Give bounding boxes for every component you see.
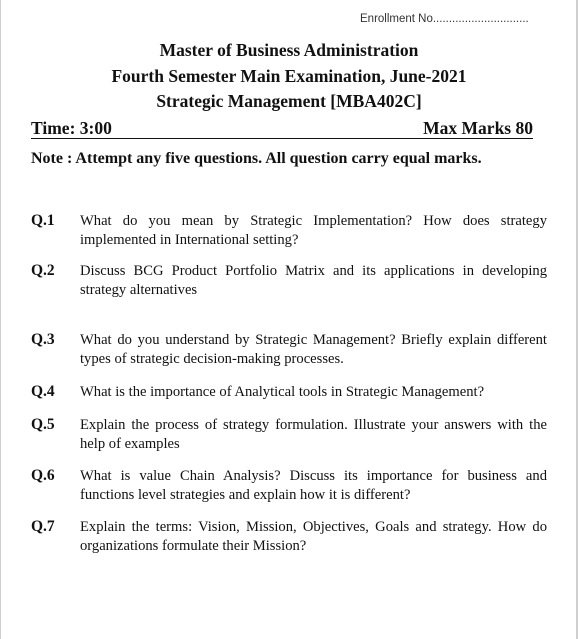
question-text: What is the importance of Analytical tools in Strategic Management? xyxy=(80,384,485,400)
question-text: What do you understand by Strategic Management? Briefly explain different types of strategic decision-making processes. xyxy=(80,332,547,367)
question-number: Q.2 xyxy=(31,262,55,279)
max-marks: Max Marks 80 xyxy=(423,118,533,138)
program-title: Master of Business Administration xyxy=(159,40,419,60)
question-number: Q.3 xyxy=(31,331,55,348)
question-number: Q.1 xyxy=(31,212,55,229)
question-number: Q.6 xyxy=(31,467,55,484)
question-number: Q.4 xyxy=(31,383,55,400)
course-title: Strategic Management [MBA402C] xyxy=(156,91,422,111)
question-number: Q.5 xyxy=(31,416,55,433)
instructions-note: Note : Attempt any five questions. All question carry equal marks. xyxy=(31,150,482,167)
exam-title: Fourth Semester Main Examination, June-2021 xyxy=(111,66,467,86)
question-text: What do you mean by Strategic Implementation? How does strategy implemented in International setting? xyxy=(80,213,547,248)
question-number: Q.7 xyxy=(31,518,55,535)
enrollment-number-label: Enrollment No.............................. xyxy=(360,13,529,25)
question-text: Explain the process of strategy formulation. Illustrate your answers with the help of examples xyxy=(80,417,547,452)
question-text: Explain the terms: Vision, Mission, Objectives, Goals and strategy. How do organizations formulate their Mission? xyxy=(80,519,547,554)
time-allowed: Time: 3:00 xyxy=(31,118,112,138)
question-text: What is value Chain Analysis? Discuss its importance for business and functions level strategies and explain how it is different? xyxy=(80,468,547,503)
time-marks-row xyxy=(31,118,533,139)
question-text: Discuss BCG Product Portfolio Matrix and its applications in developing strategy alternatives xyxy=(80,263,547,298)
